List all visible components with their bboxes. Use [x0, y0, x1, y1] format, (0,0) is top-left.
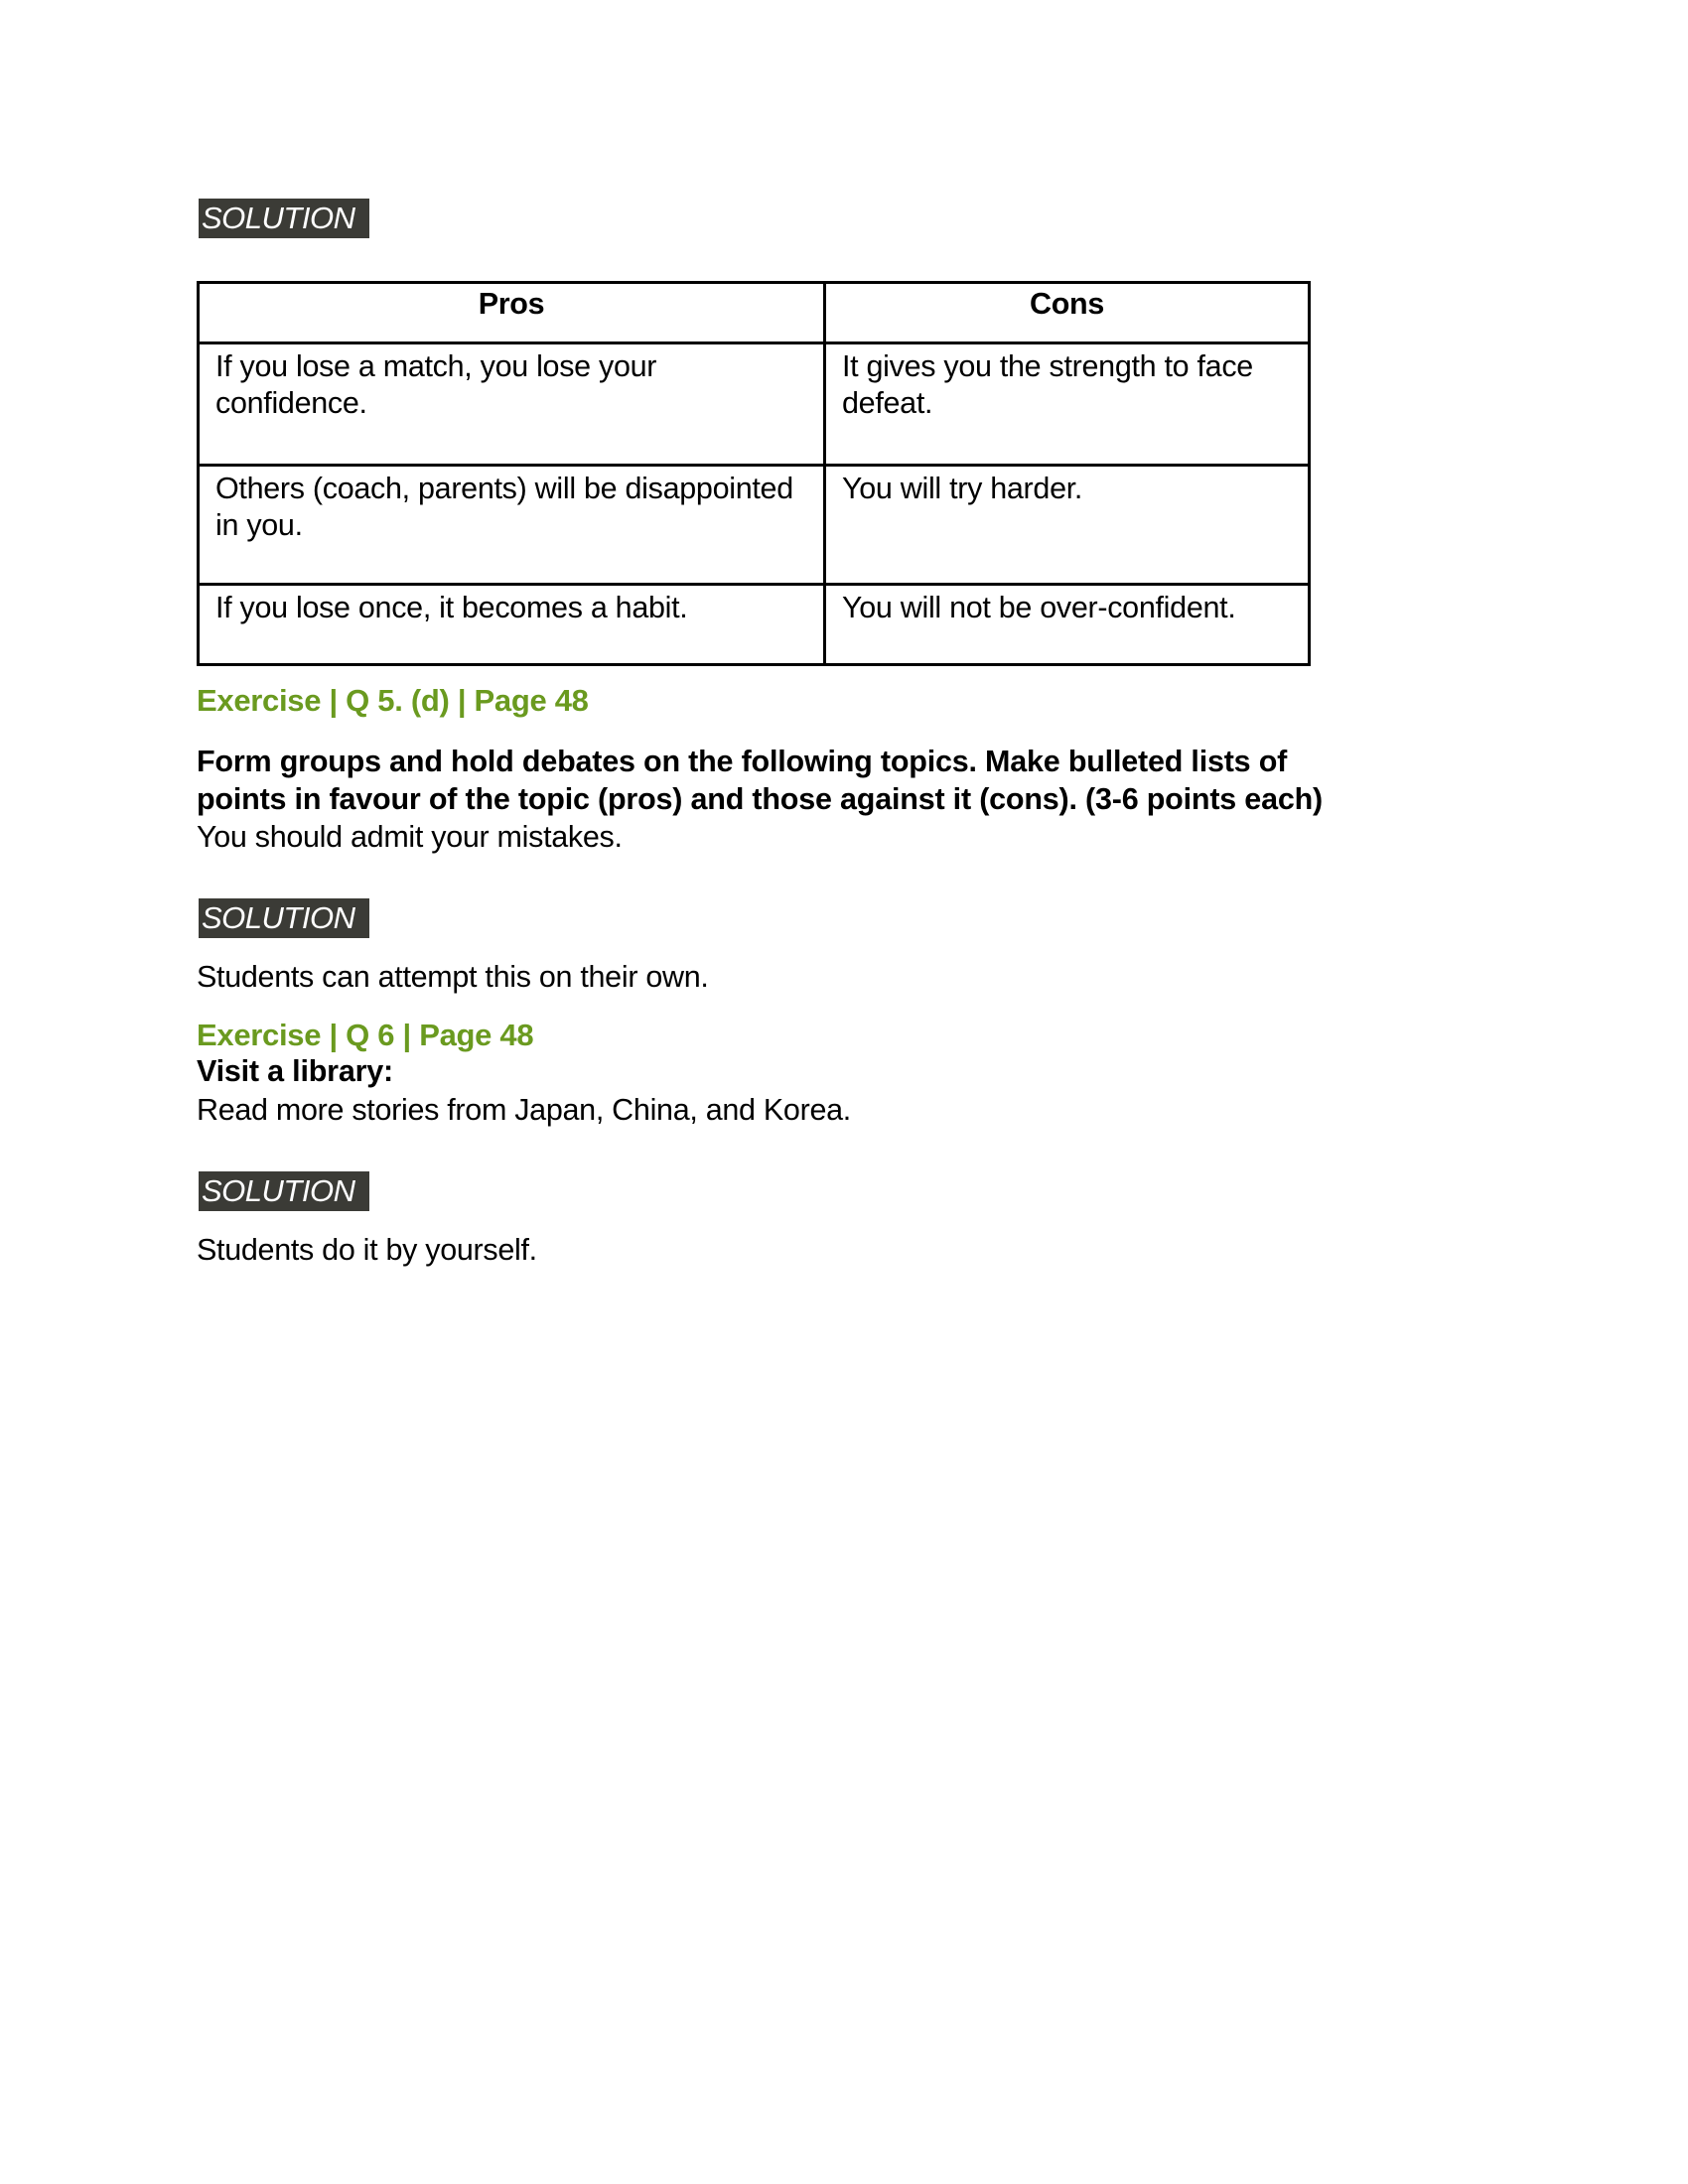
- debate-topic: You should admit your mistakes.: [197, 820, 623, 854]
- exercise-heading-q5d: Exercise | Q 5. (d) | Page 48: [197, 683, 589, 718]
- solution-text-q5d: Students can attempt this on their own.: [197, 960, 709, 994]
- cons-cell: It gives you the strength to face defeat.: [825, 343, 1310, 466]
- cons-cell: You will try harder.: [825, 466, 1310, 585]
- question-task-q6: Read more stories from Japan, China, and Korea.: [197, 1093, 851, 1127]
- pros-cell: If you lose a match, you lose your confidence.: [199, 343, 825, 466]
- column-header-cons: Cons: [825, 283, 1310, 343]
- exercise-heading-q6: Exercise | Q 6 | Page 48: [197, 1018, 534, 1052]
- table-header-row: [199, 283, 1310, 343]
- question-instruction-line-2: points in favour of the topic (pros) and those against it (cons). (3-6 points each): [197, 782, 1323, 816]
- solution-badge: SOLUTION: [199, 1171, 369, 1211]
- cons-cell: You will not be over-confident.: [825, 585, 1310, 665]
- solution-badge: SOLUTION: [199, 898, 369, 938]
- pros-cons-table: [197, 281, 1311, 666]
- question-title-q6: Visit a library:: [197, 1054, 393, 1088]
- table-row: [199, 343, 1310, 466]
- question-instruction-line-1: Form groups and hold debates on the following topics. Make bulleted lists of: [197, 745, 1288, 778]
- column-header-pros: Pros: [199, 283, 825, 343]
- table-row: [199, 466, 1310, 585]
- solution-text-q6: Students do it by yourself.: [197, 1233, 537, 1267]
- pros-cell: Others (coach, parents) will be disappointed in you.: [199, 466, 825, 585]
- pros-cell: If you lose once, it becomes a habit.: [199, 585, 825, 665]
- solution-badge: SOLUTION: [199, 199, 369, 238]
- table-row: [199, 585, 1310, 665]
